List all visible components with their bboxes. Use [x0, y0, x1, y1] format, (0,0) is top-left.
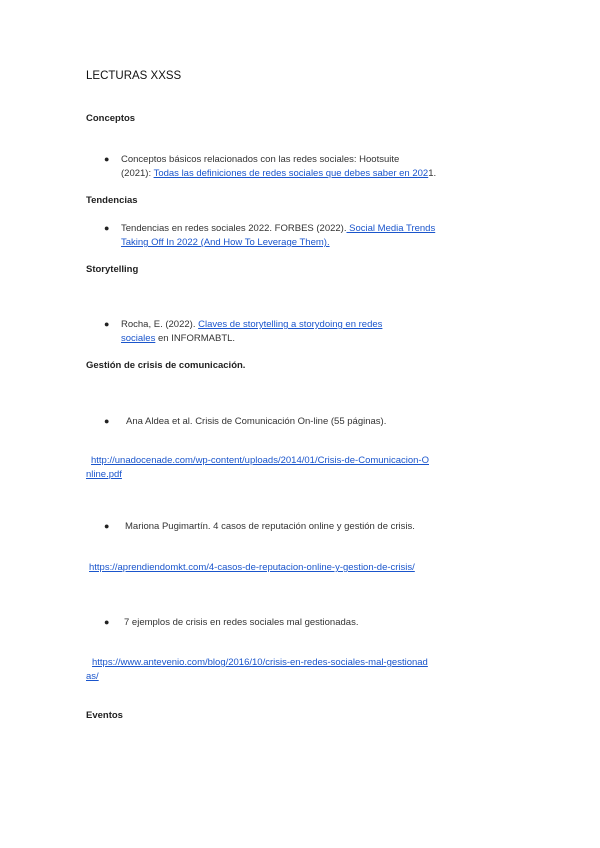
bullet-icon: ●: [104, 617, 110, 627]
section-heading-eventos: Eventos: [86, 710, 123, 721]
section-heading-tendencias: Tendencias: [86, 195, 138, 206]
crisis-pdf-link[interactable]: http://unadocenade.com/wp-content/uploads/2014/01/Crisis-de-Comunicacion-O: [91, 455, 429, 466]
storytelling-link[interactable]: Claves de storytelling a storydoing en redes: [198, 319, 383, 330]
forbes-link[interactable]: Social Media Trends: [346, 223, 436, 234]
list-item: [121, 332, 235, 346]
bullet-icon: ●: [104, 416, 110, 426]
list-item-text: Conceptos básicos relacionados con las redes sociales: Hootsuite: [121, 154, 400, 165]
section-heading-crisis: Gestión de crisis de comunicación.: [86, 360, 246, 371]
section-heading-conceptos: Conceptos: [86, 113, 136, 124]
list-item: [121, 222, 435, 236]
list-item-text: en INFORMABTL.: [155, 333, 236, 344]
bullet-icon: ●: [104, 521, 110, 531]
antevenio-link-continued[interactable]: as/: [86, 671, 99, 682]
bullet-icon: ●: [104, 154, 110, 164]
forbes-link-continued[interactable]: Taking Off In 2022 (And How To Leverage Them).: [121, 237, 330, 248]
aprendiendomkt-link[interactable]: https://aprendiendomkt.com/4-casos-de-reputacion-online-y-gestion-de-crisis/: [89, 562, 415, 573]
crisis-pdf-link-continued[interactable]: nline.pdf: [86, 469, 122, 480]
list-item-text: 1.: [428, 168, 437, 179]
list-item: [121, 318, 382, 332]
list-item-text: (2021):: [121, 168, 154, 179]
antevenio-link[interactable]: https://www.antevenio.com/blog/2016/10/crisis-en-redes-sociales-mal-gestionad: [92, 657, 428, 668]
bullet-icon: ●: [104, 319, 110, 329]
page-title: LECTURAS XXSS: [86, 70, 182, 82]
storytelling-link-continued[interactable]: sociales: [121, 333, 156, 344]
list-item-text: Tendencias en redes sociales 2022. FORBES (2022).: [121, 223, 347, 234]
list-item-text: Rocha, E. (2022).: [121, 319, 199, 330]
list-item-text: 7 ejemplos de crisis en redes sociales mal gestionadas.: [124, 617, 359, 628]
list-item-text: Mariona Pugimartín. 4 casos de reputación online y gestión de crisis.: [125, 521, 415, 532]
section-heading-storytelling: Storytelling: [86, 264, 139, 275]
hootsuite-link[interactable]: Todas las definiciones de redes sociales que debes saber en 202: [153, 168, 429, 179]
list-item-text: Ana Aldea et al. Crisis de Comunicación On-line (55 páginas).: [126, 416, 387, 427]
bullet-icon: ●: [104, 223, 110, 233]
list-item: [121, 167, 436, 181]
